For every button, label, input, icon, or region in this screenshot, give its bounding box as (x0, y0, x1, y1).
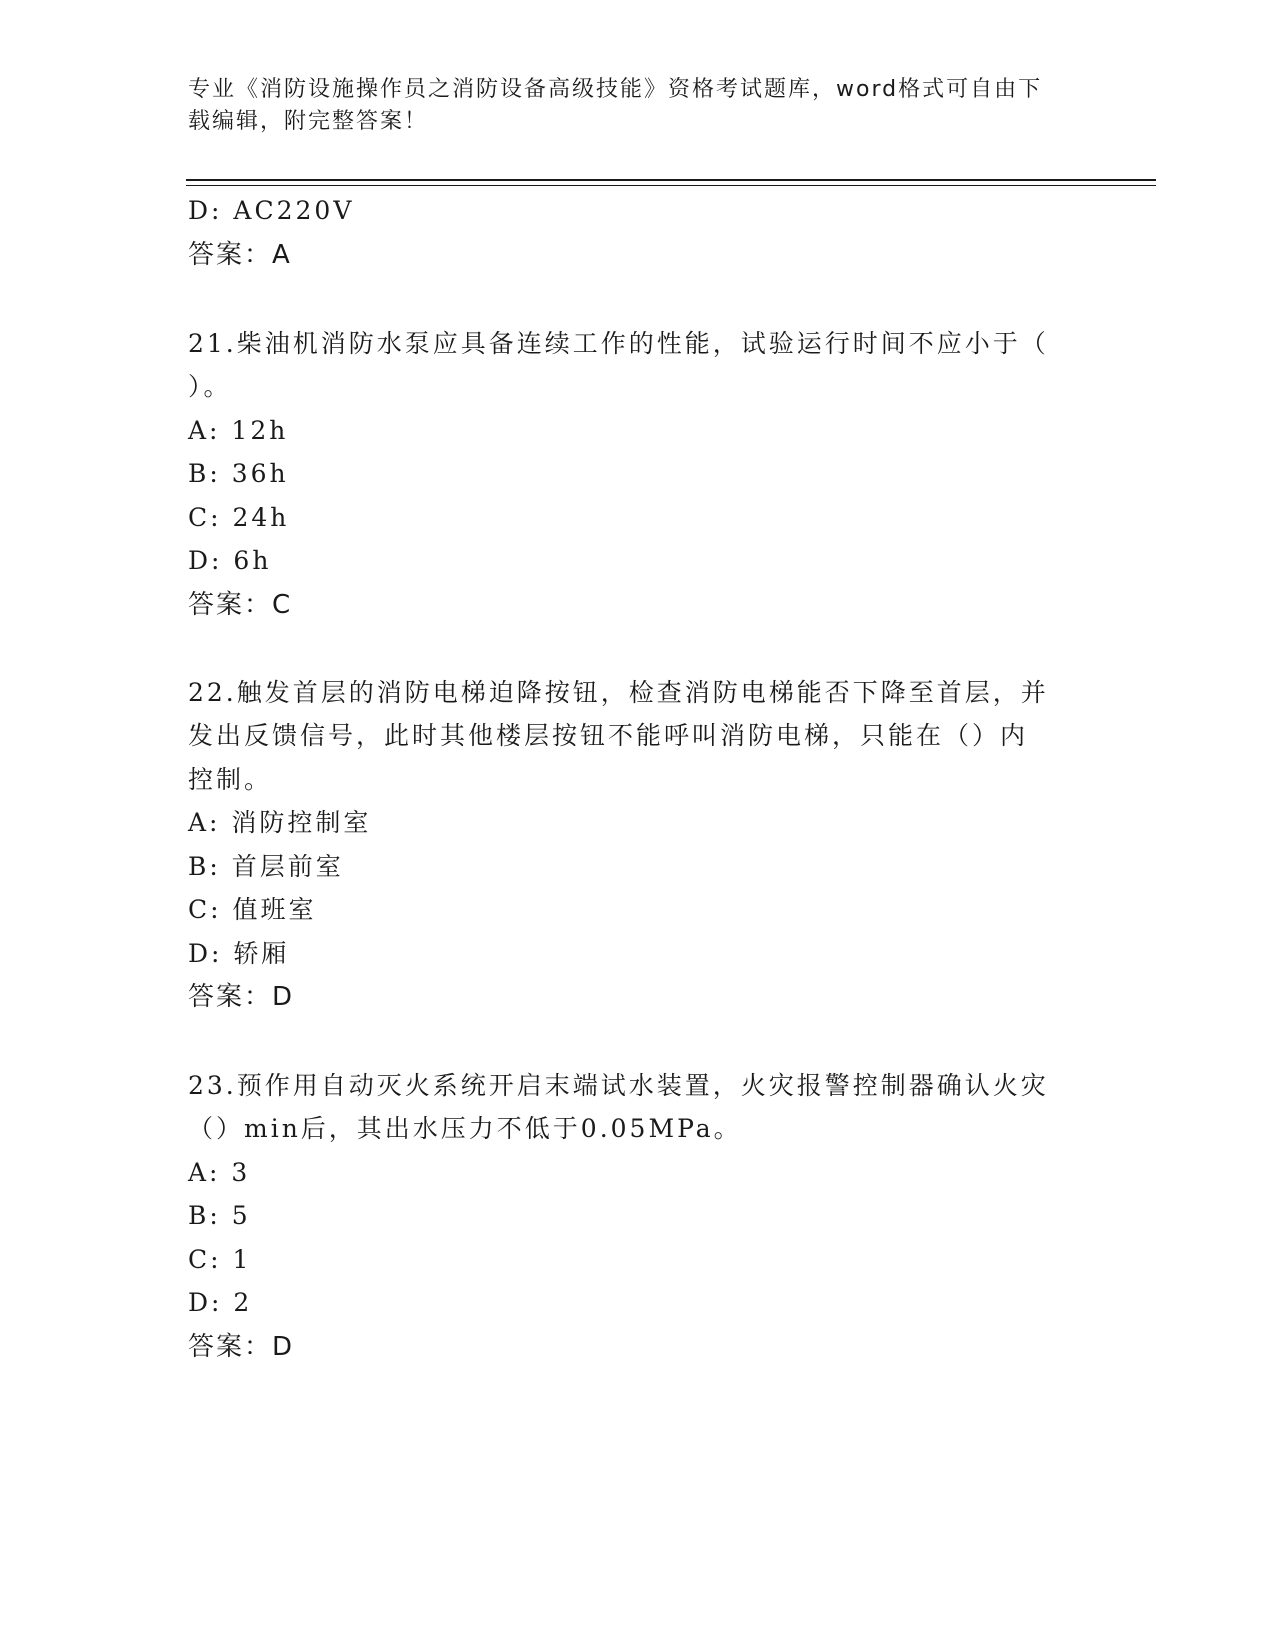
q21-option-b: B: 36h (188, 459, 289, 488)
header-line-1: 专业《消防设施操作员之消防设备高级技能》资格考试题库，word格式可自由下 (188, 77, 1043, 102)
q23-stem-line-1: 23.预作用自动灭火系统开启末端试水装置，火灾报警控制器确认火灾 (188, 1071, 1049, 1100)
header-divider-thin (186, 185, 1156, 186)
q23-answer: 答案：D (188, 1332, 295, 1362)
q23-stem-line-2: （）min后，其出水压力不低于0.05MPa。 (188, 1114, 742, 1143)
prev-answer: 答案：A (188, 240, 292, 270)
q21-answer: 答案：C (188, 590, 293, 620)
q21-option-a: A: 12h (188, 416, 289, 445)
header-line-2: 载编辑，附完整答案！ (188, 109, 429, 134)
q23-option-b: B: 5 (188, 1201, 251, 1230)
q21-stem-line-1: 21.柴油机消防水泵应具备连续工作的性能，试验运行时间不应小于（ (188, 329, 1049, 358)
q22-option-b: B: 首层前室 (188, 852, 344, 881)
q22-stem-line-3: 控制。 (188, 765, 273, 794)
q23-option-a: A: 3 (188, 1158, 251, 1187)
header-divider-thick (186, 179, 1156, 181)
q23-option-c: C: 1 (188, 1245, 252, 1274)
q21-option-c: C: 24h (188, 503, 290, 532)
prev-option-d: D: AC220V (188, 196, 355, 225)
q22-option-d: D: 轿厢 (188, 939, 290, 968)
q22-option-a: A: 消防控制室 (188, 808, 372, 837)
document-header (188, 74, 1068, 138)
q23-option-d: D: 2 (188, 1288, 253, 1317)
q22-option-c: C: 值班室 (188, 895, 317, 924)
q22-answer: 答案：D (188, 982, 295, 1012)
q22-stem-line-2: 发出反馈信号，此时其他楼层按钮不能呼叫消防电梯，只能在（）内 (188, 721, 1029, 750)
q21-stem-line-2: ）。 (188, 372, 232, 401)
q21-option-d: D: 6h (188, 546, 272, 575)
q22-stem-line-1: 22.触发首层的消防电梯迫降按钮，检查消防电梯能否下降至首层，并 (188, 678, 1049, 707)
